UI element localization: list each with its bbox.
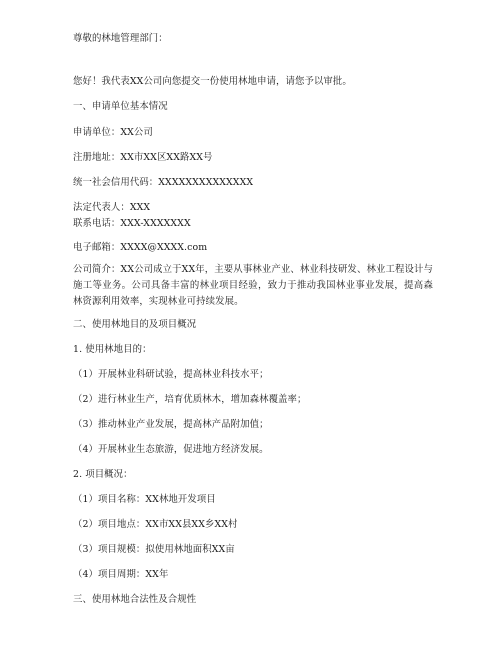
purpose-title: 1. 使用林地目的： — [73, 344, 152, 355]
purpose-item-4: （4）开展林业生态旅游，促进地方经济发展。 — [73, 444, 269, 455]
applicant-line: 申请单位：XX公司 — [73, 127, 153, 138]
legal-rep-line: 法定代表人：XXX — [73, 202, 151, 213]
overview-item-1: （1）项目名称：XX林地开发项目 — [73, 494, 216, 505]
purpose-item-1: （1）开展林业科研试验，提高林业科技水平； — [73, 369, 269, 380]
intro-paragraph: 您好！我代表XX公司向您提交一份使用林地申请，请您予以审批。 — [73, 76, 352, 87]
overview-item-4: （4）项目周期：XX年 — [73, 569, 169, 580]
salutation: 尊敬的林地管理部门： — [73, 33, 168, 44]
company-profile-paragraph: 公司简介：XX公司成立于XX年，主要从事林业产业、林业科技研发、林业工程设计与施工等业务。公司具备丰富的林业项目经验，致力于推动我国林业事业发展，提高森林资源利用效率，实现林业可持续发展。 — [73, 264, 433, 307]
overview-item-2: （2）项目地点：XX市XX县XX乡XX村 — [73, 519, 238, 530]
overview-title: 2. 项目概况： — [73, 469, 133, 480]
phone-line: 联系电话：XXX-XXXXXXX — [73, 218, 191, 229]
overview-item-3: （3）项目规模：拟使用林地面积XX亩 — [73, 544, 235, 555]
section-2-heading: 二、使用林地目的及项目概况 — [73, 319, 197, 330]
section-3-heading: 三、使用林地合法性及合规性 — [73, 594, 197, 605]
purpose-item-2: （2）进行林业生产，培育优质林木，增加森林覆盖率； — [73, 394, 307, 405]
purpose-item-3: （3）推动林业产业发展，提高林产品附加值； — [73, 419, 269, 430]
credit-code-line: 统一社会信用代码：XXXXXXXXXXXXXX — [73, 177, 254, 188]
email-line: 电子邮箱：XXXX@XXXX.com — [73, 242, 208, 253]
address-line: 注册地址：XX市XX区XX路XX号 — [73, 152, 213, 163]
section-1-heading: 一、申请单位基本情况 — [73, 101, 168, 112]
